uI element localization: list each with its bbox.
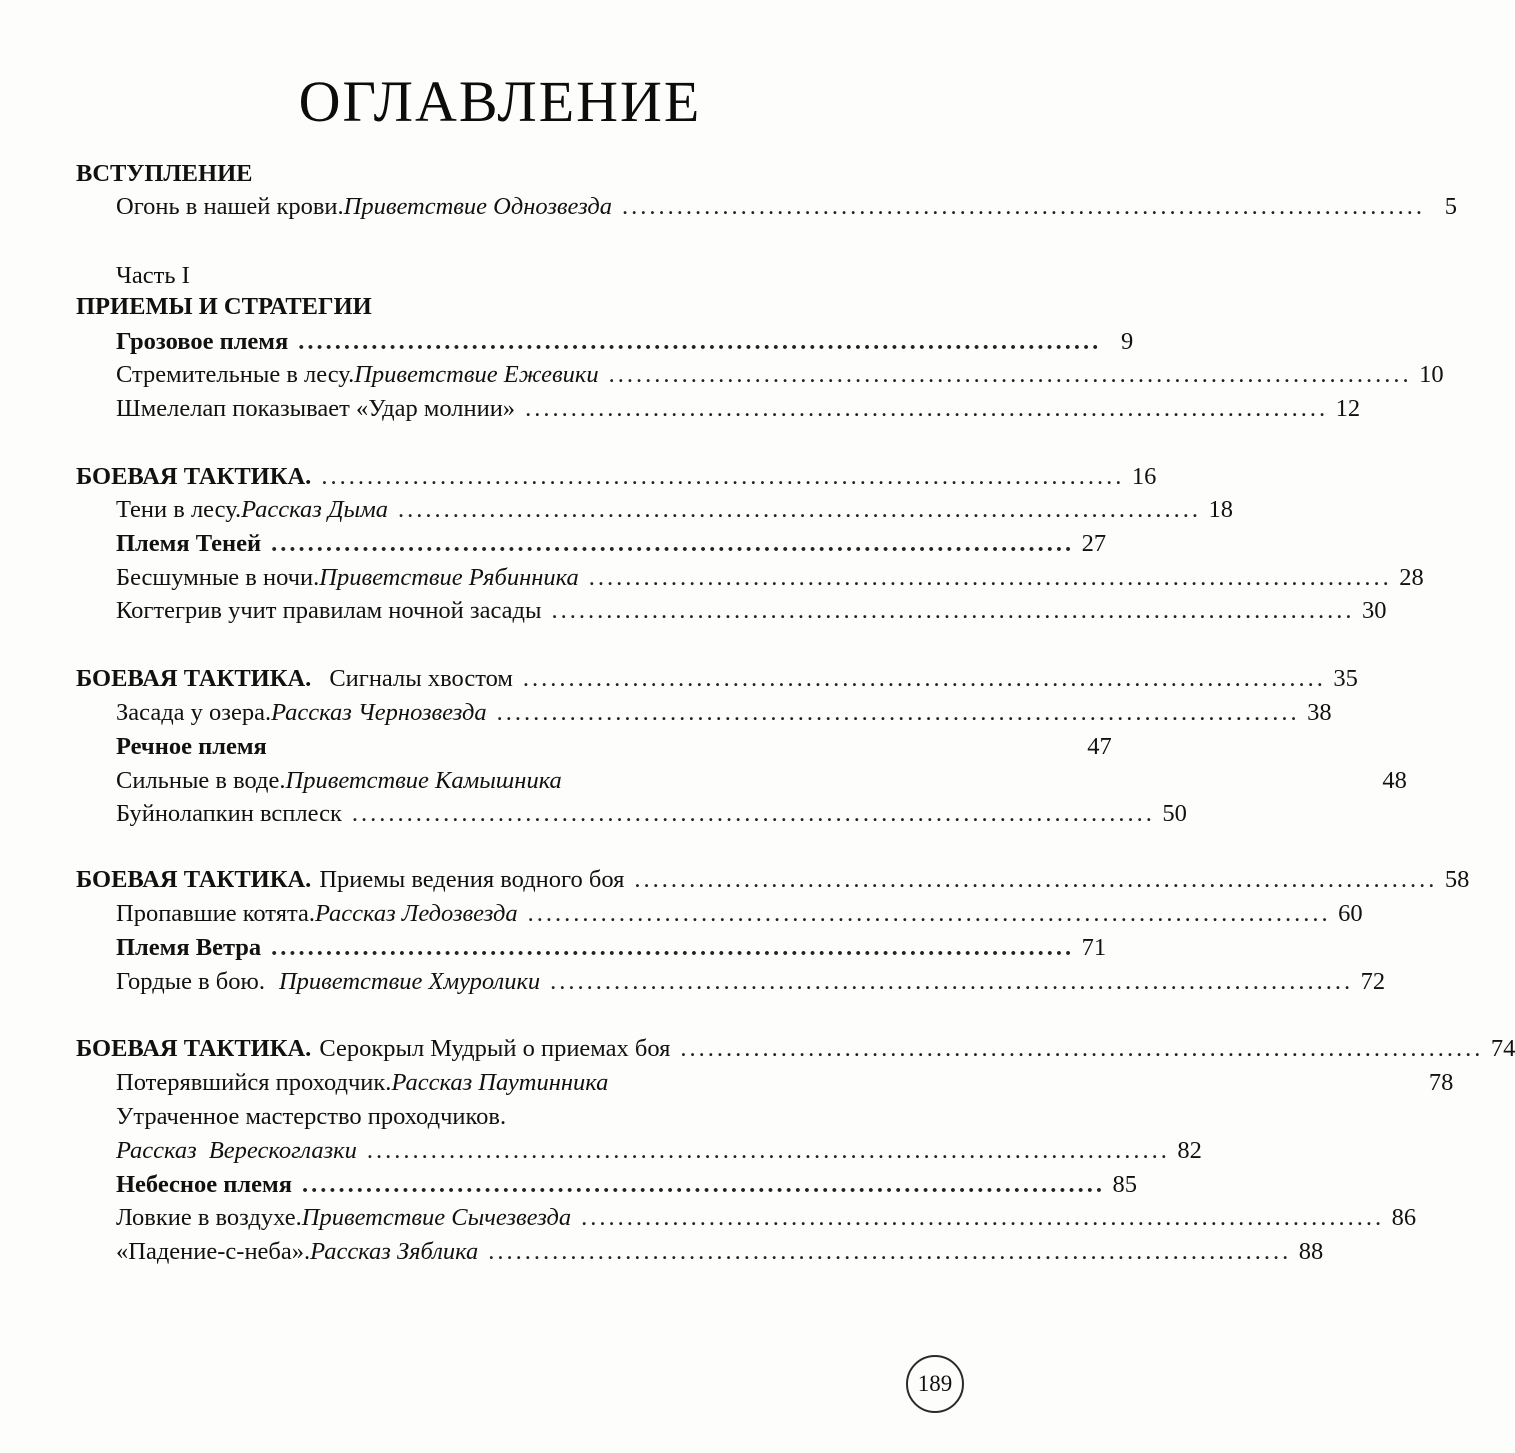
leader-dots: ........................................................................................ bbox=[271, 530, 1075, 557]
leader-dots: ........................................................................................ bbox=[321, 463, 1125, 490]
entry-page: 12 bbox=[1335, 395, 1361, 422]
entry-page: 50 bbox=[1162, 800, 1187, 827]
entry-page: 16 bbox=[1131, 463, 1157, 490]
entry-italic: Рассказ Дыма bbox=[241, 496, 389, 523]
toc-entry[interactable] bbox=[76, 463, 1157, 497]
entry-italic: Приветствие Камышника bbox=[285, 767, 562, 794]
leader-dots: ........................................................................................ bbox=[550, 968, 1354, 995]
page-title: ОГЛАВЛЕНИЕ bbox=[298, 69, 702, 134]
toc-entry[interactable] bbox=[76, 1035, 1515, 1069]
entry-text: Сильные в воде. bbox=[116, 767, 286, 794]
entry-page: 71 bbox=[1081, 934, 1107, 961]
part-title: ПРИЕМЫ И СТРАТЕГИИ bbox=[76, 293, 372, 320]
entry-page: 74 bbox=[1490, 1035, 1515, 1062]
toc-entry[interactable] bbox=[116, 1204, 1417, 1238]
toc-entry[interactable] bbox=[116, 1069, 1454, 1103]
entry-italic: Рассказ Паутинника bbox=[391, 1069, 609, 1096]
entry-page: 9 bbox=[1121, 328, 1134, 355]
leader-dots: ........................................................................................ bbox=[488, 1238, 1292, 1265]
entry-text: Огонь в нашей крови. bbox=[116, 193, 344, 220]
entry-extra: Сигналы хвостом bbox=[329, 665, 513, 692]
entry-page: 58 bbox=[1444, 866, 1470, 893]
leader-dots: ........................................................................................ bbox=[522, 665, 1326, 692]
entry-italic: Рассказ Чернозвезда bbox=[271, 699, 487, 726]
entry-text: Засада у озера. bbox=[116, 699, 272, 726]
part-label: Часть I bbox=[116, 262, 190, 289]
leader-dots: ........................................................................................ bbox=[581, 1204, 1385, 1231]
entry-page: 85 bbox=[1112, 1171, 1137, 1198]
entry-page: 35 bbox=[1333, 665, 1358, 692]
toc-entry[interactable] bbox=[116, 699, 1332, 733]
entry-page: 48 bbox=[1382, 767, 1407, 794]
entry-page: 47 bbox=[1087, 733, 1112, 760]
entry-italic: Приветствие Рябинника bbox=[319, 564, 579, 591]
entry-italic: Приветствие Однозвезда bbox=[343, 193, 612, 220]
leader-dots: ........................................................................................ bbox=[525, 395, 1329, 422]
leader-dots: ........................................................................................ bbox=[588, 564, 1392, 591]
entry-text: Гордые в бою. bbox=[116, 968, 265, 995]
entry-text: Потерявшийся проходчик. bbox=[116, 1069, 392, 1096]
entry-italic: Рассказ Ледозвезда bbox=[314, 900, 518, 927]
entry-text: «Падение-с-неба». bbox=[116, 1238, 311, 1265]
leader-dots: ........................................................................................ bbox=[298, 328, 1102, 355]
entry-page: 78 bbox=[1428, 1069, 1454, 1096]
entry-page: 28 bbox=[1399, 564, 1424, 591]
entry-page: 27 bbox=[1081, 530, 1107, 557]
entry-page: 10 bbox=[1419, 361, 1444, 388]
entry-text: Бесшумные в ночи. bbox=[116, 564, 320, 591]
toc-entry[interactable] bbox=[116, 1137, 1202, 1171]
page-number: 189 bbox=[917, 1371, 953, 1396]
entry-text: Небесное племя bbox=[116, 1171, 292, 1198]
toc-entry[interactable] bbox=[116, 597, 1387, 631]
toc-entry[interactable] bbox=[116, 1103, 822, 1137]
toc-entry[interactable] bbox=[116, 361, 1444, 395]
entry-text: Грозовое племя bbox=[116, 328, 289, 355]
entry-page: 18 bbox=[1208, 496, 1234, 523]
entry-extra: Приемы ведения водного боя bbox=[319, 866, 625, 893]
leader-dots: ........................................................................................ bbox=[608, 361, 1412, 388]
entry-page: 30 bbox=[1361, 597, 1387, 624]
entry-italic: Рассказ Верескоглазки bbox=[116, 1137, 357, 1164]
toc-entry[interactable] bbox=[116, 767, 1407, 801]
entry-page: 86 bbox=[1391, 1204, 1417, 1231]
leader-dots: ........................................................................................ bbox=[271, 934, 1075, 961]
toc-entry[interactable] bbox=[116, 968, 1386, 1002]
entry-text: БОЕВАЯ ТАКТИКА. bbox=[76, 1035, 312, 1062]
toc-entry[interactable] bbox=[116, 395, 1361, 429]
entry-italic: Рассказ Зяблика bbox=[310, 1238, 479, 1265]
entry-text: Шмелелап показывает «Удар молнии» bbox=[116, 395, 516, 422]
toc-entry[interactable] bbox=[116, 193, 1457, 227]
entry-italic: Приветствие Ежевики bbox=[354, 361, 599, 388]
toc-entry[interactable] bbox=[116, 1171, 1137, 1205]
leader-dots: ........................................................................................ bbox=[527, 900, 1331, 927]
entry-text: Речное племя bbox=[116, 733, 267, 760]
entry-page: 72 bbox=[1360, 968, 1386, 995]
entry-extra: Серокрыл Мудрый о приемах боя bbox=[319, 1035, 671, 1062]
leader-dots: ........................................................................................ bbox=[366, 1137, 1170, 1164]
entry-page: 38 bbox=[1307, 699, 1332, 726]
entry-page: 60 bbox=[1338, 900, 1363, 927]
entry-page: 5 bbox=[1444, 193, 1457, 220]
leader-dots: ........................................................................................ bbox=[621, 193, 1425, 220]
entry-text: Тени в лесу. bbox=[116, 496, 242, 523]
toc-entry[interactable] bbox=[116, 496, 1234, 530]
toc-entry[interactable] bbox=[76, 665, 1358, 699]
toc-entry[interactable] bbox=[76, 866, 1470, 900]
entry-text: Ловкие в воздухе. bbox=[116, 1204, 302, 1231]
entry-text: БОЕВАЯ ТАКТИКА. bbox=[76, 463, 312, 490]
entry-text: БОЕВАЯ ТАКТИКА. bbox=[76, 866, 312, 893]
entry-text: Когтегрив учит правилам ночной засады bbox=[116, 597, 542, 624]
toc-entry[interactable] bbox=[116, 530, 1107, 564]
toc-entry[interactable] bbox=[116, 800, 1187, 834]
toc-entry[interactable] bbox=[116, 564, 1424, 598]
toc-entry[interactable] bbox=[116, 934, 1107, 968]
leader-dots: ........................................................................................ bbox=[398, 496, 1202, 523]
entry-italic: Приветствие Сычезвезда bbox=[301, 1204, 572, 1231]
toc-entry[interactable] bbox=[116, 328, 1134, 362]
entry-italic: Приветствие Хмуролики bbox=[278, 968, 541, 995]
entry-text: Племя Теней bbox=[116, 530, 262, 557]
toc-entry[interactable] bbox=[116, 900, 1363, 934]
entry-text: Стремительные в лесу. bbox=[116, 361, 355, 388]
leader-dots: ........................................................................................ bbox=[301, 1171, 1105, 1198]
leader-dots: ........................................................................................ bbox=[496, 699, 1300, 726]
entry-page: 88 bbox=[1298, 1238, 1324, 1265]
entry-text: Племя Ветра bbox=[116, 934, 262, 961]
entry-text: Утраченное мастерство проходчиков. bbox=[116, 1103, 507, 1130]
entry-page: 82 bbox=[1177, 1137, 1202, 1164]
leader-dots: ........................................................................................ bbox=[351, 800, 1155, 827]
leader-dots: ........................................................................................ bbox=[680, 1035, 1484, 1062]
leader-dots: ........................................................................................ bbox=[634, 866, 1438, 893]
intro-heading: ВСТУПЛЕНИЕ bbox=[76, 160, 253, 187]
toc-entry[interactable] bbox=[116, 733, 1112, 767]
leader-dots: ........................................................................................ bbox=[551, 597, 1355, 624]
entry-text: Буйнолапкин всплеск bbox=[116, 800, 342, 827]
entry-text: БОЕВАЯ ТАКТИКА. bbox=[76, 665, 312, 692]
page-number-badge bbox=[906, 1355, 964, 1413]
toc-entry[interactable] bbox=[116, 1238, 1324, 1272]
entry-text: Пропавшие котята. bbox=[116, 900, 315, 927]
